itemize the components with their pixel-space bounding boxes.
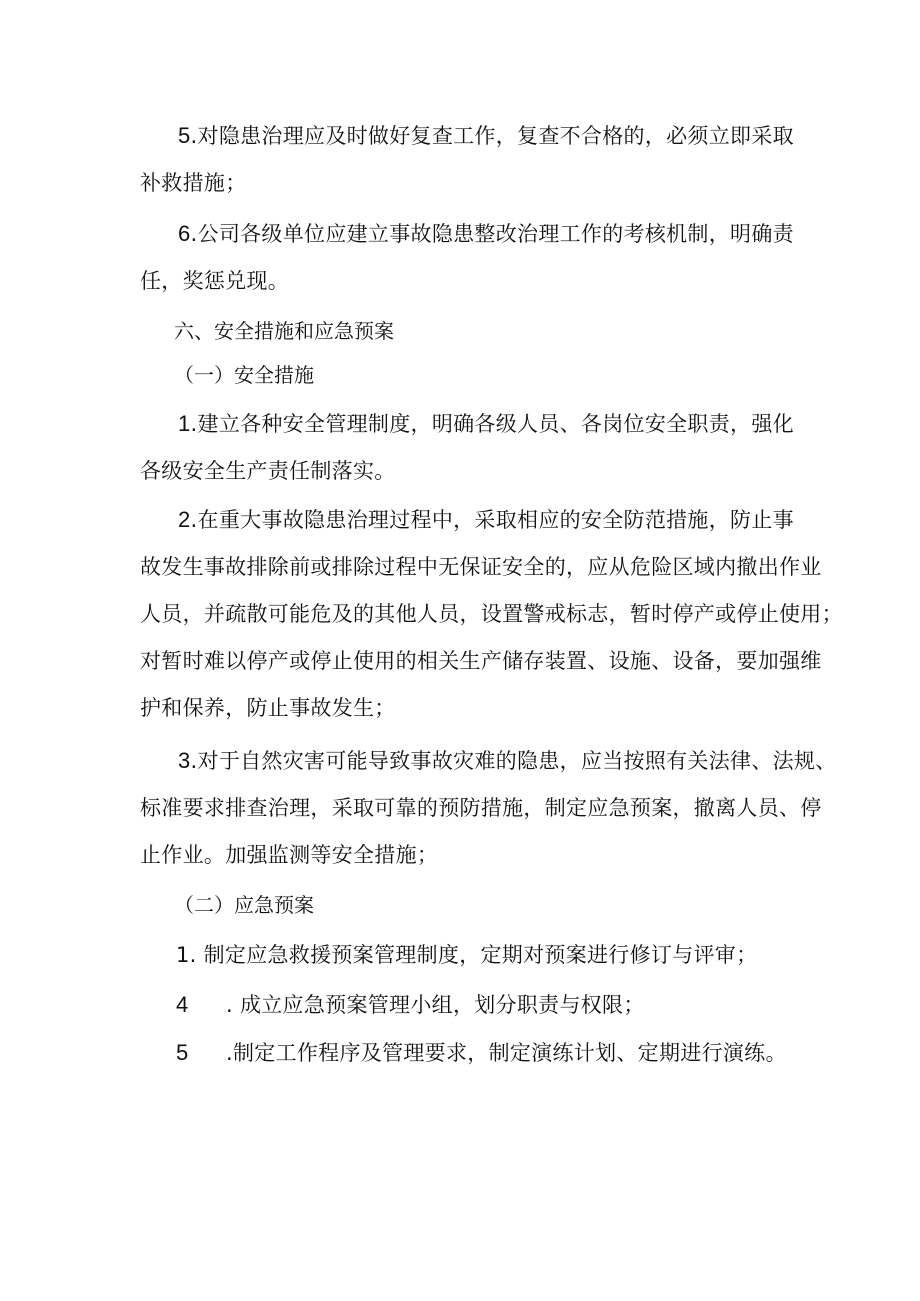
item-5-number: 5 [178, 123, 191, 148]
safety-item-3-line-1 [140, 737, 837, 785]
item-6 [140, 210, 794, 305]
safety-item-3-number: 3 [178, 748, 191, 773]
safety-item-1-line-2: 各级安全生产责任制落实。 [140, 459, 396, 483]
safety-item-1-number: 1 [178, 411, 191, 436]
safety-item-3 [140, 737, 837, 879]
subsection-safety-heading: （一）安全措施 [174, 363, 314, 387]
emergency-item-4 [176, 981, 826, 1029]
safety-item-2-line-2: 故发生事故排除前或排除过程中无保证安全的，应从危险区域内撤出作业 [140, 555, 822, 579]
item-6-number: 6 [178, 221, 191, 246]
safety-item-2-line-1 [140, 496, 794, 544]
item-5-line-2: 补救措施； [140, 171, 247, 195]
item-6-text-1: .公司各级单位应建立事故隐患整改治理工作的考核机制，明确责 [190, 222, 794, 246]
safety-item-2-line-4: 对暂时难以停产或停止使用的相关生产储存装置、设施、设备，要加强维 [140, 649, 822, 673]
emergency-item-5-number: 5 [176, 1040, 189, 1065]
safety-item-2-number: 2 [178, 507, 191, 532]
emergency-item-1 [176, 932, 826, 979]
safety-item-2 [140, 496, 843, 732]
item-6-line-2: 任，奖惩兑现。 [140, 269, 290, 293]
item-5 [140, 112, 794, 207]
safety-item-3-line-2: 标准要求排查治理，采取可靠的预防措施，制定应急预案，撤离人员、停 [140, 796, 822, 820]
subsection-emergency-heading: （二）应急预案 [174, 893, 314, 917]
item-5-line-1 [140, 112, 794, 160]
section-heading: 六、安全措施和应急预案 [174, 319, 394, 343]
safety-item-2-line-5: 护和保养，防止事故发生； [140, 696, 396, 720]
safety-item-1-text-1: .建立各种安全管理制度，明确各级人员、各岗位安全职责，强化 [190, 412, 794, 436]
safety-item-3-line-3: 止作业。加强监测等安全措施； [140, 843, 439, 867]
safety-item-1 [140, 400, 794, 495]
item-5-text-1: .对隐患治理应及时做好复查工作，复查不合格的，必须立即采取 [190, 124, 794, 148]
safety-item-1-line-1 [140, 400, 794, 448]
item-6-line-1 [140, 210, 794, 258]
emergency-item-1-text: 1. 制定应急救援预案管理制度，定期对预案进行修订与评审； [176, 943, 758, 967]
emergency-item-4-line [176, 981, 826, 1029]
safety-item-2-line-3: 人员，并疏散可能危及的其他人员，设置警戒标志，暂时停产或停止使用； [140, 602, 843, 626]
emergency-item-4-number: 4 [176, 992, 189, 1017]
safety-item-2-text-1: .在重大事故隐患治理过程中，采取相应的安全防范措施，防止事 [190, 508, 794, 532]
safety-item-3-text-1: .对于自然灾害可能导致事故灾难的隐患，应当按照有关法律、法规、 [190, 749, 837, 773]
emergency-item-5-text: .制定工作程序及管理要求，制定演练计划、定期进行演练。 [226, 1041, 787, 1065]
emergency-item-5-line [176, 1029, 826, 1077]
emergency-item-5 [176, 1029, 826, 1077]
emergency-item-4-text: . 成立应急预案管理小组，划分职责与权限； [226, 993, 645, 1017]
